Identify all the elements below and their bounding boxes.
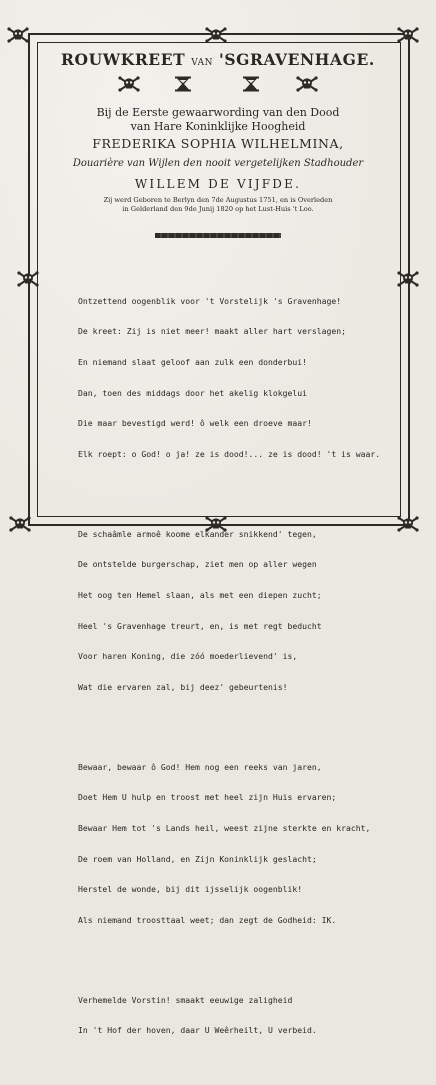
stanza-1 xyxy=(78,275,400,479)
skull-crossbones-icon xyxy=(296,76,318,92)
header-line-birth: Zij werd Geboren te Berlyn den 7de Augustus 1751, en is Overleden xyxy=(103,196,333,204)
skull-crossbones-icon xyxy=(397,516,419,532)
decorative-divider xyxy=(155,233,281,238)
stanza-3 xyxy=(78,741,400,945)
poem-line: De roem van Holland, en Zijn Koninklijk geslacht; xyxy=(78,853,317,864)
poem-line: De kreet: Zij is niet meer! maakt aller hart verslagen; xyxy=(78,326,347,337)
poem-line: Het oog ten Hemel slaan, als met een diepen zucht; xyxy=(78,589,322,600)
stanza-2 xyxy=(78,508,400,712)
title-city: 'SGRAVENHAGE. xyxy=(219,50,375,69)
title-main: ROUWKREET xyxy=(61,50,186,69)
poem-line: De schaâmle armoê koome elkander snikkend' tegen, xyxy=(78,528,317,539)
hourglass-icon xyxy=(172,76,194,92)
broadside-title xyxy=(0,50,436,69)
poem-line: Wat die ervaren zal, bij deez' gebeurtenis! xyxy=(78,681,288,692)
title-van: VAN xyxy=(191,58,214,68)
poem-line: Dan, toen des middags door het akelig klokgelui xyxy=(78,387,308,398)
header-line-1: Bij de Eerste gewaarwording van den Dood xyxy=(96,106,340,119)
skull-crossbones-icon xyxy=(17,271,39,287)
poem-line: Heel 's Gravenhage treurt, en, is met regt beducht xyxy=(78,620,322,631)
skull-crossbones-icon xyxy=(205,27,227,43)
poem-line: Bewaar Hem tot 's Lands heil, weest zijne sterkte en kracht, xyxy=(78,822,371,833)
poem-line: Ontzettend oogenblik voor 't Vorstelijk 's Gravenhage! xyxy=(78,295,342,306)
skull-crossbones-icon xyxy=(118,76,140,92)
skull-crossbones-icon xyxy=(397,27,419,43)
poem-line: Elk roept: o God! o ja! ze is dood!... ze is dood! 't is waar. xyxy=(78,448,381,459)
poem-line: Die maar bevestigd werd! ô welk een droeve maar! xyxy=(78,418,312,429)
poem-line: En niemand slaat geloof aan zulk een donderbui! xyxy=(78,357,308,367)
poem-line: Doet Hem U hulp en troost met heel zijn Huis ervaren; xyxy=(78,792,337,803)
header-line-title: Douarière van Wijlen den nooit vergetelijken Stadhouder xyxy=(72,158,364,169)
skull-crossbones-icon xyxy=(9,516,31,532)
poem-line: Als niemand troosttaal weet; dan zegt de Godheid: IK. xyxy=(78,914,337,925)
header-line-willem: WILLEM DE VIJFDE. xyxy=(134,177,302,191)
header-line-2: van Hare Koninklijke Hoogheid xyxy=(130,120,306,133)
skull-crossbones-icon xyxy=(397,271,419,287)
poem-line: Herstel de wonde, bij dit ijsselijk oogenblik! xyxy=(78,884,303,895)
poem-line: De ontstelde burgerschap, ziet men op aller wegen xyxy=(78,559,317,570)
poem xyxy=(78,255,400,1085)
skull-crossbones-icon xyxy=(7,27,29,43)
header-line-name: FREDERIKA SOPHIA WILHELMINA, xyxy=(92,136,344,151)
poem-line: Bewaar, bewaar ô God! Hem nog een reeks van jaren, xyxy=(78,761,322,772)
hourglass-icon xyxy=(240,76,262,92)
poem-line: Verhemelde Vorstin! smaakt eeuwige zaligheid xyxy=(78,994,293,1005)
stanza-4 xyxy=(78,974,400,1056)
header-line-death: in Gelderland den 9de Junij 1820 op het Lust-Huis 't Loo. xyxy=(122,205,314,213)
poem-line: Voor haren Koning, die zóó moederlievend' is, xyxy=(78,651,298,662)
poem-line: In 't Hof der hoven, daar U Weêrheilt, U verbeid. xyxy=(78,1025,317,1036)
